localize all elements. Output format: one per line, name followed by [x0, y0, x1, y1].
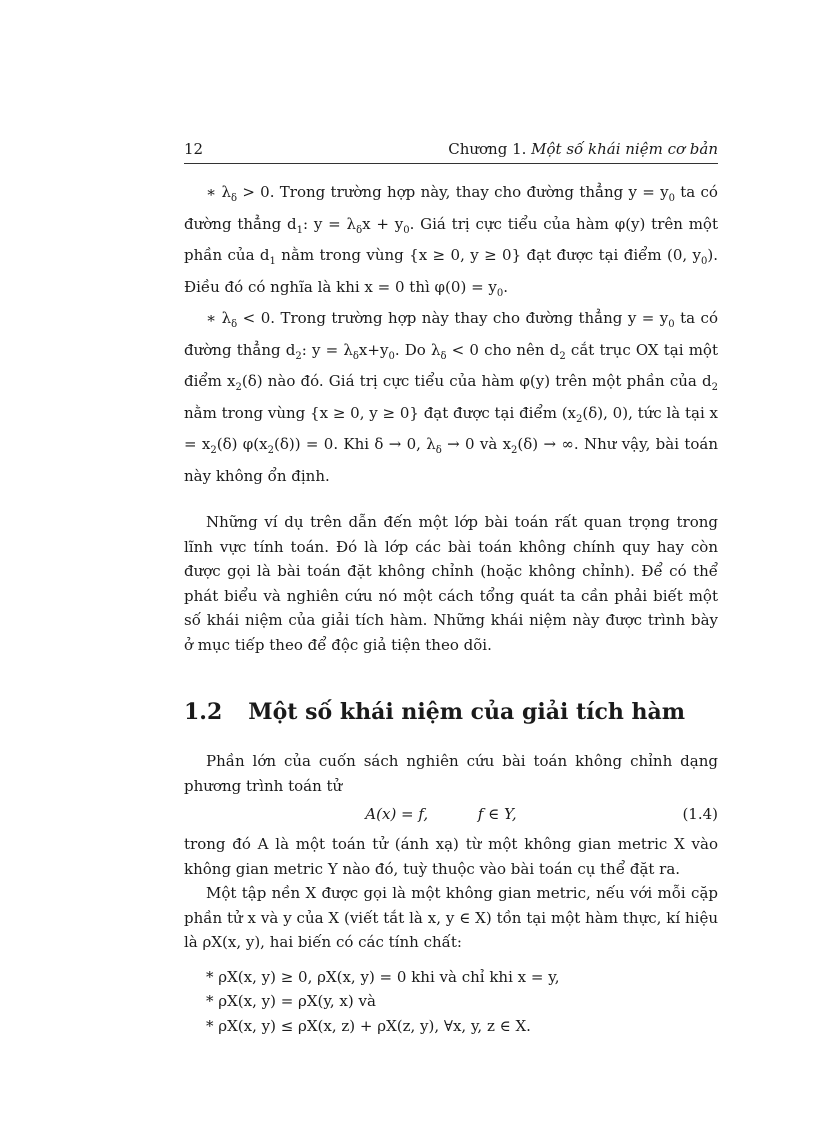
- page-body: [184, 140, 718, 1038]
- metric-property: * ρX(x, y) ≥ 0, ρX(x, y) = 0 khi và chỉ khi x = y,: [206, 967, 560, 986]
- equation-number: (1.4): [682, 805, 718, 823]
- paragraph-ill-posed: Những ví dụ trên dẫn đến một lớp bài toán rất quan trọng trong lĩnh vực tính toán. Đó là lớp các bài toán không chính quy hay còn được gọi là bài toán đặt không chỉnh (hoặc không chỉnh). Để có thể phát biểu và nghiên cứu nó một cách tổng quát ta cần phải biết một số khái niệm của giải tích hàm. Những khái niệm này được trình bày ở mục tiếp theo để độc giả tiện theo dõi.: [184, 513, 718, 654]
- case-lambda-negative: ∗ $\lambda_\delta < 0$. Trong trường hợp này thay cho đường thẳng $y = y_0$ ta có đường thẳng $d_2$: $y = \lambda_\delta x+y_0$. Do $\lambda_\delta < 0$ cho nên $d_2$ cắt trục OX tại một điểm $x_2(\delta)$ nào đó. Giá trị cực tiểu của hàm φ(y) trên một phần của $d_2$ nằm trong vùng {x ≥ 0, y ≥ 0} đạt được tại điểm ($x_2(\delta)$, 0), tức là tại $x = x_2(\delta) \varphi(x_2(\delta)) = 0$. Khi δ → 0, $\lambda_\delta \to 0$ và $x_2(\delta)$ → ∞. Như vậy, bài toán này không ổn định.: [184, 309, 719, 485]
- metric-property: * ρX(x, y) ≤ ρX(x, z) + ρX(z, y), ∀x, y, z ∈ X.: [206, 1016, 531, 1035]
- case-lambda-positive: ∗ $\lambda_\delta > 0$. Trong trường hợp này, thay cho đường thẳng $y = y_0$ ta có đường thẳng $d_1$: $y = \lambda_\delta x + y_0$. Giá trị cực tiểu của hàm φ(y) trên một phần của $d_1$ nằm trong vùng {x ≥ 0, y ≥ 0} đạt được tại điểm (0, $y_0$). Điều đó có nghĩa là khi x = 0 thì $\varphi(0) = y_0$.: [184, 183, 718, 299]
- section-intro: Phần lớn của cuốn sách nghiên cứu bài toán không chỉnh dạng phương trình toán tử: [184, 752, 718, 795]
- section-heading: [184, 699, 718, 725]
- section-number: 1.2: [184, 699, 223, 725]
- chapter-heading: [448, 140, 718, 158]
- metric-property: * ρX(x, y) = ρX(y, x) và: [206, 992, 376, 1010]
- equation-lhs: A(x) = f,: [365, 805, 429, 823]
- chapter-prefix: Chương 1.: [448, 140, 527, 158]
- running-header: [184, 140, 718, 164]
- metric-properties-list: [184, 965, 718, 1039]
- paragraph-operator: trong đó A là một toán tử (ánh xạ) từ một không gian metric X vào không gian metric Y nào đó, tuỳ thuộc vào bài toán cụ thể đặt ra.: [184, 835, 718, 878]
- chapter-title: Một số khái niệm cơ bản: [531, 140, 718, 158]
- section-title: Một số khái niệm của giải tích hàm: [248, 699, 686, 725]
- equation-1-4: [184, 802, 718, 826]
- paragraph-metric-definition: Một tập nền X được gọi là một không gian metric, nếu với mỗi cặp phần tử x và y của X (viết tắt là x, y ∈ X) tồn tại một hàm thực, kí hiệu là ρX(x, y), hai biến có các tính chất:: [184, 884, 718, 951]
- equation-body: [184, 802, 658, 826]
- equation-rhs: f ∈ Y,: [477, 805, 517, 823]
- page-number: 12: [184, 140, 204, 158]
